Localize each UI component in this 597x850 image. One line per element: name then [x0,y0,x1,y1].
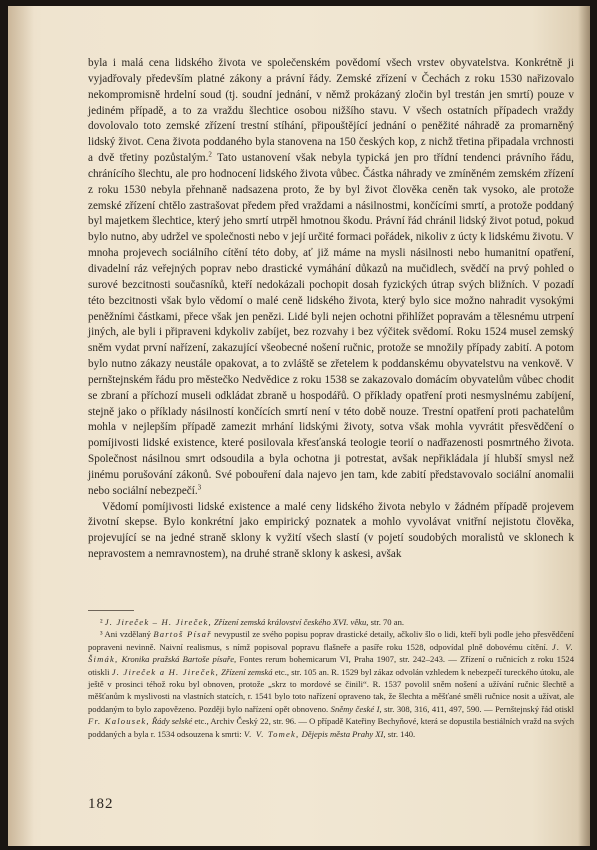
footnote: ³ Ani vzdělaný Bartoš Písař nevypustil ze svého popisu poprav drastické detaily, ačkoliv šlo o lidi, kteří byli podle jeho přesvědčení popraveni nevinně. Naivní realismus, s nímž popisoval popravu flašneře a pasíře roku 1528, odpovídal plně dobovému cítění. J. V. Šimák, Kronika pražská Bartoše písaře, Fontes rerum bohemicarum VI, Praha 1907, str. 242–243. — Zřízení o ručnicích z roku 1524 otiskli J. Jireček a H. Jireček, Zřízení zemská etc., str. 105 an. R. 1529 byl zákaz odvolán vzhledem k nebezpečí tureckého útoku, ale ještě v prosinci téhož roku byl obnoven, protože „skrz to mordové se činili“. R. 1537 povolil sněm nošení a užívání ručnic šlechtě a měšťanům k myslivosti na vlastních statcích, r. 1541 bylo toto nařízení opraveno tak, že šlechta a měšťané směli ručnice nosit a užívat, ale poddaným to bylo zapovězeno. Později bylo nařízení opět obnoveno. Sněmy české I, str. 308, 316, 411, 497, 590. — Pernštejnský řád otiskl Fr. Kalousek, Řády selské etc., Archiv Český 22, str. 96. — O případě Kateřiny Bechyňové, která se dopustila bestiálních vražd na svých poddaných a byla r. 1534 odsouzena k smrti: V. V. Tomek, Dějepis města Prahy XI, str. 140. [88,629,575,739]
spine-shadow [8,6,34,846]
footnote-ref[interactable]: 3 [197,483,202,492]
page-number: 182 [88,796,114,812]
footnotes [88,616,574,740]
footnote: ² J. Jireček – H. Jireček, Zřízení zemská království českého XVI. věku, str. 70 an. [100,617,405,627]
footnote-divider [88,610,134,611]
main-text [88,56,574,563]
page-edge-shadow [578,6,590,846]
book-page [8,6,590,846]
footnote-ref[interactable]: 2 [208,150,212,159]
paragraph: byla i malá cena lidského života ve společenském povědomí všech vrstev obyvatelstva. Konkrétně ji vyjadřovaly především platné zákony a právní řády. Zemské zřízení v Čechách z roku 1530 nařizovalo nekompromisně hrdelní soud (tj. soudní jednání, v němž prokázaný zločin byl trestán jen smrtí) pouze v jediném případě, a to za vraždu šlechtice osobou nižšího stavu. V všech ostatních případech vraždy dovolovalo toto zemské zřízení trestní stíhání, připouštějící jednání o peněžité náhradě za promarněný lidský život. Cena života poddaného byla stanovena na 150 českých kop, z nichž třetina připadala vrchnosti a dvě třetiny pozůstalým.$^2$ Tato ustanovení však nebyla typická jen pro třídní tendenci právního řádu, chránícího šlechtu, ale pro hodnocení lidského života vůbec. Částka náhrady ve zmíněném zemském zřízení z roku 1530 nebyla přehnaně nadsazena proto, že by byl život člověka ceněn tak vysoko, ale protože zemské zřízení chtělo zastrašovat předem před vraždami a násilnostmi, končícími smrtí, a protože poddaný byl majetkem šlechtice, který jeho smrtí utrpěl hmotnou škodu. Právní řád chránil lidský život potud, pokud bylo nutno, aby udržel ve společnosti nebo v její určité formaci pořádek, nikoliv z úcty k lidskému životu. V mnoha projevech sociálního cítění této doby, ať již máme na mysli násilnosti nebo humanitní opatření, divadelní ráz veřejných poprav nebo drastické vymáhání důkazů na mučidlech, svědčí na prvý pohled o surové bezcitnosti současníků, kteří nedokázali pochopit dosah fyzických útrap svých bližních. V pozadí této bezcitnosti však bylo vědomí o malé ceně lidského života, který bylo sice možno nahradit vysokými peněžními částkami, přece však jen penězi. Lidé byli nejen ochotni přihlížet popravám a tělesnému utrpení jiných, ale byli i připraveni kdykoliv zabíjet, bez rozvahy i bez výčitek svědomí. Roku 1524 musel zemský sněm vydat první nařízení, zakazující všeobecné nošení ručnic, protože se množily případy zabití. A potom bylo nutno zákazy neustále opakovat, a to zvláště se zřetelem k poddanskému obyvatelstvu na venkově. V pernštejnském řádu pro městečko Nedvědice z roku 1538 se zakazovalo domácím obyvatelům vůbec chodit se zbraní a příchozí museli odkládat zbraně u hospodářů. O příklady opatření proti nesmyslnému zabíjení, stejně jako o příklady násilností končících smrtí není v této době nouze. Trestní opatření proti pachatelům mohla v nejlepším případě zamezit mrhání lidskými životy, sotva však mohla vyvrátit přesvědčení o pomíjivosti lidské existence, které posilovala křesťanská teologie teorií o nadřazenosti posmrtného života. Společnost násilnou smrt odsoudila a byla ochotna ji potrestat, avšak nepřikládala jí hlubší smysl než jinému porušování zákonů. Své pobouření dala najevo jen tam, kde zabití představovalo sociální anomalii nebo sociální nebezpečí.$^3$ [88,57,574,497]
paragraph: Vědomí pomíjivosti lidské existence a malé ceny lidského života nebylo v žádném případě projevem životní skepse. Bylo konkrétní jako empirický poznatek a mohlo vyvolávat vnitřní nejistotu člověka, projevující se na jedné straně sklony k vyžití všech slastí (v pojetí soudobých moralistů ve sklonech k nepravostem a nemravnostem), na druhé straně sklony k askesi, avšak [88,500,574,561]
